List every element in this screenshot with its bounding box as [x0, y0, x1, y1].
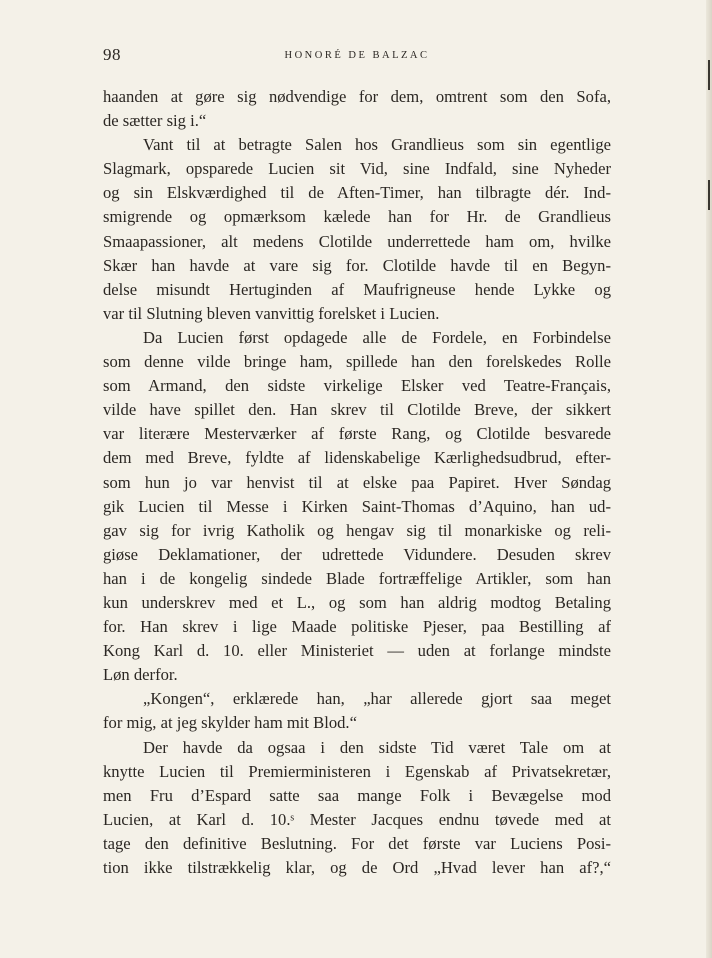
text-line: for. Han skrev i lige Maade politiske Pjeser, paa Bestilling af: [103, 617, 611, 637]
text-line: som hun jo var henvist til at elske paa Papiret. Hver Søndag: [103, 472, 611, 492]
text-line: „Kongen“, erklærede han, „har allerede gjort saa meget: [143, 689, 611, 709]
text-line: dem med Breve, fyldte af lidenskabelige Kærlighedsudbrud, efter-: [103, 448, 611, 468]
text-line: Løn derfor.: [103, 665, 178, 685]
text-line: og sin Elskværdighed til de Aften-Timer, han tilbragte dér. Ind-: [103, 183, 611, 203]
text-line: var til Slutning bleven vanvittig forelsket i Lucien.: [103, 303, 440, 323]
text-line: gik Lucien til Messe i Kirken Saint-Thomas d’Aquino, han ud-: [103, 496, 611, 516]
text-line: knytte Lucien til Premierministeren i Egenskab af Privatsekretær,: [103, 761, 611, 781]
text-line: Slagmark, opsparede Lucien sit Vid, sine Indfald, sine Nyheder: [103, 159, 611, 179]
text-line: haanden at gøre sig nødvendige for dem, omtrent som den Sofa,: [103, 87, 611, 106]
page-number: 98: [103, 45, 121, 64]
body-text: [103, 85, 611, 880]
edge-mark: [708, 180, 710, 210]
running-head: HONORÉ DE BALZAC: [284, 50, 430, 61]
text-line: kun underskrev med et L., og som han aldrig modtog Betaling: [103, 592, 611, 612]
edge-mark: [708, 60, 710, 90]
text-line: som Armand, den sidste virkelige Elsker ved Teatre-Français,: [103, 376, 611, 396]
text-line: vilde have spillet den. Han skrev til Clotilde Breve, der sikkert: [103, 400, 611, 420]
text-line: giøse Deklamationer, der udrettede Vidundere. Desuden skrev: [103, 544, 611, 564]
text-line: tage den definitive Beslutning. For det første var Luciens Posi-: [103, 833, 611, 853]
text-line: han i de kongelig sindede Blade fortræffelige Artikler, som han: [103, 568, 611, 588]
text-line: de sætter sig i.“: [103, 111, 207, 131]
text-line: Lucien, at Karl d. 10.ˢ Mester Jacques endnu tøvede med at: [103, 809, 611, 829]
page-header: [103, 45, 611, 69]
text-line: tion ikke tilstrækkelig klar, og de Ord „Hvad lever han af?,“: [103, 858, 611, 877]
text-line: var literære Mesterværker af første Rang, og Clotilde besvarede: [103, 424, 611, 444]
text-line: delse misundt Hertuginden af Maufrigneuse hende Lykke og: [103, 279, 611, 299]
text-line: Kong Karl d. 10. eller Ministeriet — uden at forlange mindste: [103, 641, 611, 661]
text-line: Der havde da ogsaa i den sidste Tid været Tale om at: [143, 737, 611, 757]
text-line: gav sig for ivrig Katholik og hengav sig til monarkiske og reli-: [103, 520, 611, 540]
text-line: for mig, at jeg skylder ham mit Blod.“: [103, 713, 357, 733]
page-edge: [706, 0, 712, 958]
text-line: som denne vilde bringe ham, spillede han den forelskedes Rolle: [103, 352, 611, 372]
text-line: Smaapassioner, alt medens Clotilde underrettede ham om, hvilke: [103, 231, 611, 251]
text-line: Vant til at betragte Salen hos Grandlieus som sin egentlige: [143, 135, 611, 155]
text-line: Skær han havde at vare sig for. Clotilde havde til en Begyn-: [103, 255, 611, 275]
text-line: Da Lucien først opdagede alle de Fordele, en Forbindelse: [143, 327, 611, 347]
text-line: men Fru d’Espard satte saa mange Folk i Bevægelse mod: [103, 785, 611, 805]
text-line: smigrende og opmærksom kælede han for Hr. de Grandlieus: [103, 207, 611, 227]
